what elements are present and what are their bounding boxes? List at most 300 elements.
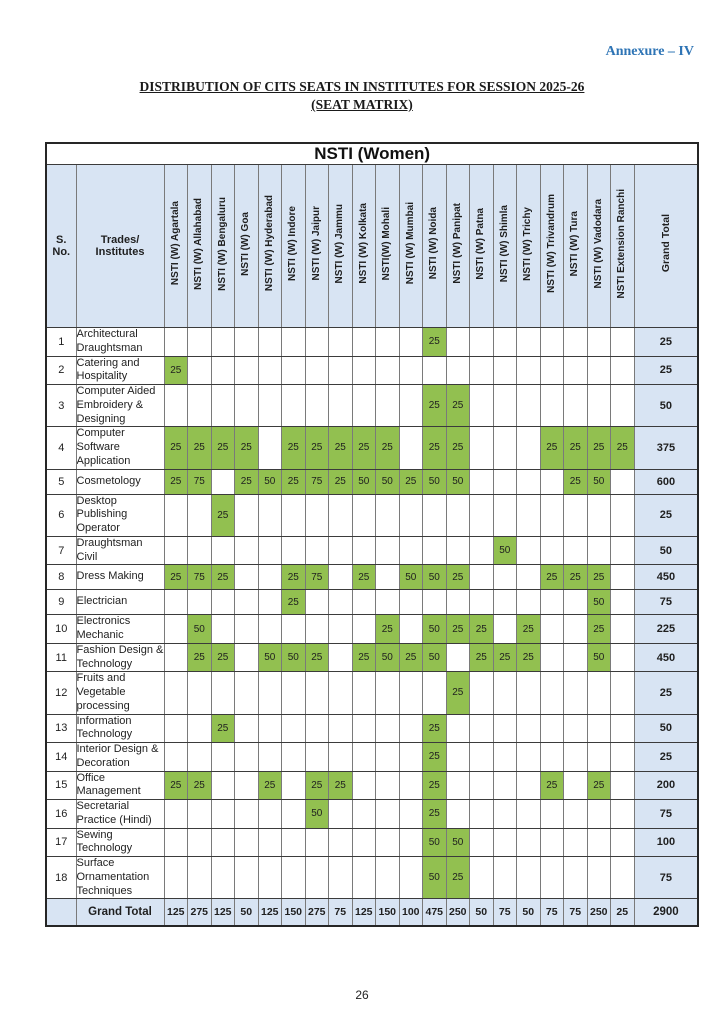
seat-cell	[258, 714, 282, 743]
seat-cell	[564, 328, 588, 357]
seat-cell: 25	[211, 427, 235, 469]
sno-cell: 18	[46, 857, 76, 899]
seat-cell	[258, 536, 282, 565]
seat-cell	[305, 714, 329, 743]
sno-cell: 1	[46, 328, 76, 357]
seat-cell	[540, 590, 564, 615]
seat-cell: 25	[423, 328, 447, 357]
seat-cell	[564, 672, 588, 714]
seat-cell	[540, 714, 564, 743]
seat-cell: 50	[258, 643, 282, 672]
seat-cell	[352, 536, 376, 565]
trade-name-cell: Computer Aided Embroidery & Designing	[76, 385, 164, 427]
seat-cell	[211, 771, 235, 800]
seat-cell	[493, 385, 517, 427]
row-total-cell: 25	[634, 743, 698, 772]
seat-cell: 25	[446, 857, 470, 899]
seat-cell	[164, 643, 188, 672]
seat-cell	[446, 771, 470, 800]
column-total-cell: 150	[282, 899, 306, 927]
table-row	[46, 356, 698, 385]
seat-cell	[258, 356, 282, 385]
seat-cell	[399, 590, 423, 615]
seat-cell	[211, 469, 235, 494]
row-total-cell: 25	[634, 672, 698, 714]
row-total-cell: 25	[634, 328, 698, 357]
seat-cell: 75	[188, 469, 212, 494]
seat-cell: 25	[164, 565, 188, 590]
sno-cell: 15	[46, 771, 76, 800]
seat-cell	[188, 356, 212, 385]
seat-cell: 25	[446, 672, 470, 714]
seat-cell: 25	[352, 643, 376, 672]
seat-cell: 50	[352, 469, 376, 494]
seat-cell	[493, 672, 517, 714]
seat-cell: 50	[423, 828, 447, 857]
institute-header-label: NSTI (W) Vadodara	[592, 198, 604, 289]
seat-cell	[235, 771, 259, 800]
seat-cell: 25	[517, 643, 541, 672]
seat-cell	[211, 800, 235, 829]
sno-cell: 3	[46, 385, 76, 427]
seat-cell	[258, 328, 282, 357]
seat-cell	[517, 385, 541, 427]
seat-cell	[611, 828, 635, 857]
seat-cell: 25	[399, 469, 423, 494]
seat-cell	[611, 643, 635, 672]
table-row	[46, 672, 698, 714]
seat-cell: 25	[446, 427, 470, 469]
table-row	[46, 590, 698, 615]
trade-name-cell: Surface Ornamentation Techniques	[76, 857, 164, 899]
seat-cell	[352, 771, 376, 800]
sno-cell: 7	[46, 536, 76, 565]
seat-cell	[517, 857, 541, 899]
seat-cell: 25	[470, 615, 494, 644]
sno-cell: 9	[46, 590, 76, 615]
seat-cell	[258, 427, 282, 469]
seat-cell	[329, 615, 353, 644]
seat-cell: 25	[211, 494, 235, 536]
seat-cell: 25	[164, 771, 188, 800]
seat-cell: 75	[188, 565, 212, 590]
seat-cell	[164, 494, 188, 536]
seat-cell	[611, 800, 635, 829]
seat-cell	[446, 536, 470, 565]
seat-cell	[540, 385, 564, 427]
seat-cell	[164, 672, 188, 714]
institute-header-label: NSTI (W) Noida	[428, 207, 440, 280]
seat-cell	[517, 427, 541, 469]
table-row	[46, 857, 698, 899]
seat-cell	[235, 494, 259, 536]
seat-cell	[611, 672, 635, 714]
seat-cell: 25	[540, 427, 564, 469]
column-total-cell: 275	[305, 899, 329, 927]
row-total-cell: 75	[634, 800, 698, 829]
seat-cell	[611, 565, 635, 590]
institute-header-label: NSTI (W) Kolkata	[357, 203, 369, 284]
institute-header	[517, 165, 541, 328]
trade-name-cell: Office Management	[76, 771, 164, 800]
column-total-cell: 125	[352, 899, 376, 927]
seat-cell	[305, 590, 329, 615]
trade-name-cell: Electronics Mechanic	[76, 615, 164, 644]
row-total-cell: 600	[634, 469, 698, 494]
seat-cell	[329, 385, 353, 427]
row-total-cell: 450	[634, 643, 698, 672]
seat-cell	[399, 536, 423, 565]
seat-cell	[258, 857, 282, 899]
seat-cell: 25	[611, 427, 635, 469]
trade-name-cell: Desktop Publishing Operator	[76, 494, 164, 536]
row-total-cell: 75	[634, 857, 698, 899]
sno-cell: 17	[46, 828, 76, 857]
column-total-cell: 25	[611, 899, 635, 927]
seat-cell	[211, 328, 235, 357]
seat-cell	[493, 427, 517, 469]
institute-header	[493, 165, 517, 328]
seat-cell: 50	[587, 469, 611, 494]
institute-header-label: NSTI Extension Ranchi	[616, 188, 628, 299]
column-total-cell: 50	[517, 899, 541, 927]
seat-cell	[329, 328, 353, 357]
institute-header	[470, 165, 494, 328]
seat-cell	[164, 590, 188, 615]
sno-cell: 12	[46, 672, 76, 714]
seat-cell	[376, 536, 400, 565]
table-row	[46, 714, 698, 743]
grand-total-header	[634, 165, 698, 328]
sno-cell: 6	[46, 494, 76, 536]
seat-cell	[164, 743, 188, 772]
seat-cell: 25	[258, 771, 282, 800]
seat-cell: 25	[211, 643, 235, 672]
seat-cell	[493, 615, 517, 644]
seat-cell	[587, 857, 611, 899]
column-total-cell: 125	[164, 899, 188, 927]
institute-header	[329, 165, 353, 328]
seat-cell	[258, 828, 282, 857]
seat-cell	[235, 743, 259, 772]
seat-cell	[470, 590, 494, 615]
seat-cell	[611, 385, 635, 427]
seat-cell	[564, 590, 588, 615]
seat-cell	[446, 643, 470, 672]
seat-cell: 25	[329, 469, 353, 494]
seat-cell	[611, 615, 635, 644]
trade-name-cell: Fashion Design & Technology	[76, 643, 164, 672]
seat-cell	[329, 494, 353, 536]
seat-cell	[470, 494, 494, 536]
column-total-cell: 250	[587, 899, 611, 927]
trade-name-cell: Dress Making	[76, 565, 164, 590]
seat-cell	[305, 494, 329, 536]
seat-cell	[305, 536, 329, 565]
seat-cell	[540, 800, 564, 829]
seat-cell	[493, 328, 517, 357]
seat-cell	[329, 857, 353, 899]
seat-cell	[211, 536, 235, 565]
institute-header-label: NSTI (W) Indore	[287, 206, 299, 281]
trade-name-cell: Sewing Technology	[76, 828, 164, 857]
row-total-cell: 50	[634, 714, 698, 743]
seat-cell	[282, 857, 306, 899]
seat-cell	[282, 328, 306, 357]
institute-header	[540, 165, 564, 328]
seat-cell: 25	[423, 743, 447, 772]
seat-cell	[540, 536, 564, 565]
table-row	[46, 828, 698, 857]
banner-row	[46, 143, 698, 165]
seat-cell: 25	[564, 469, 588, 494]
seat-cell	[211, 828, 235, 857]
table-row	[46, 536, 698, 565]
seat-cell	[352, 800, 376, 829]
seat-cell	[305, 385, 329, 427]
seat-cell	[587, 536, 611, 565]
seat-cell	[235, 643, 259, 672]
seat-cell	[352, 494, 376, 536]
seat-cell	[587, 672, 611, 714]
seat-cell	[282, 672, 306, 714]
seat-cell	[329, 565, 353, 590]
trade-name-cell: Architectural Draughtsman	[76, 328, 164, 357]
seat-cell	[352, 672, 376, 714]
seat-cell	[446, 356, 470, 385]
seat-cell	[611, 743, 635, 772]
seat-cell	[329, 643, 353, 672]
seat-cell	[258, 385, 282, 427]
seat-cell	[352, 857, 376, 899]
seat-cell	[282, 536, 306, 565]
seat-cell	[352, 743, 376, 772]
seat-cell	[164, 328, 188, 357]
institute-header	[564, 165, 588, 328]
seat-cell	[211, 857, 235, 899]
trades-header: Trades/ Institutes	[76, 165, 164, 328]
institute-header-label: NSTI (W) Allahabad	[193, 197, 205, 290]
seat-cell	[399, 672, 423, 714]
column-total-cell: 75	[564, 899, 588, 927]
seat-cell	[587, 743, 611, 772]
seat-cell	[258, 615, 282, 644]
seat-cell	[399, 328, 423, 357]
seat-cell	[235, 328, 259, 357]
title-line-2: (SEAT MATRIX)	[311, 97, 413, 113]
grand-total-empty-sno-cell	[46, 899, 76, 927]
sno-cell: 5	[46, 469, 76, 494]
seat-cell: 25	[188, 643, 212, 672]
seat-cell	[493, 771, 517, 800]
seat-cell	[446, 494, 470, 536]
seat-cell	[470, 536, 494, 565]
institute-header-label: NSTI (W) Mumbai	[404, 202, 416, 285]
seat-cell	[399, 800, 423, 829]
seat-cell	[376, 385, 400, 427]
seat-cell	[517, 800, 541, 829]
institute-header-label: NSTI (W) Hyderabad	[263, 195, 275, 292]
column-total-cell: 100	[399, 899, 423, 927]
row-total-cell: 225	[634, 615, 698, 644]
seat-cell: 25	[235, 427, 259, 469]
seat-cell	[211, 590, 235, 615]
trade-name-cell: Secretarial Practice (Hindi)	[76, 800, 164, 829]
seat-cell: 25	[587, 615, 611, 644]
seat-cell	[493, 494, 517, 536]
seat-cell	[235, 536, 259, 565]
seat-cell	[164, 536, 188, 565]
institute-header	[352, 165, 376, 328]
row-total-cell: 375	[634, 427, 698, 469]
sno-cell: 10	[46, 615, 76, 644]
seat-cell: 25	[470, 643, 494, 672]
seat-cell	[352, 385, 376, 427]
institute-header-label: NSTI (W) Agartala	[169, 201, 181, 286]
grand-total-label: Grand Total	[76, 899, 164, 927]
seat-cell: 25	[446, 565, 470, 590]
institute-header-label: NSTI (W) Tura	[569, 210, 581, 277]
seat-cell	[564, 536, 588, 565]
seat-cell	[587, 385, 611, 427]
seat-cell	[282, 743, 306, 772]
seat-cell	[517, 771, 541, 800]
row-total-cell: 25	[634, 494, 698, 536]
institute-header	[211, 165, 235, 328]
institute-header-label: NSTI (W) Jaipur	[310, 206, 322, 281]
seat-cell	[164, 800, 188, 829]
table-row	[46, 328, 698, 357]
seat-cell	[540, 356, 564, 385]
seat-cell	[305, 672, 329, 714]
seat-cell	[235, 800, 259, 829]
seat-cell	[517, 565, 541, 590]
seat-cell	[352, 356, 376, 385]
page-number: 26	[355, 988, 369, 1002]
seat-cell	[235, 672, 259, 714]
seat-cell	[399, 828, 423, 857]
seat-cell	[376, 857, 400, 899]
seat-cell	[235, 565, 259, 590]
institute-header	[235, 165, 259, 328]
seat-cell	[540, 857, 564, 899]
seat-cell: 25	[211, 565, 235, 590]
seat-cell: 25	[305, 771, 329, 800]
seat-cell	[282, 714, 306, 743]
seat-cell	[235, 857, 259, 899]
seat-cell: 25	[329, 427, 353, 469]
seat-cell: 25	[399, 643, 423, 672]
seat-cell	[399, 714, 423, 743]
seat-cell: 75	[305, 469, 329, 494]
seat-cell	[493, 590, 517, 615]
seat-cell	[329, 743, 353, 772]
seat-cell: 25	[423, 714, 447, 743]
table-banner: NSTI (Women)	[46, 143, 698, 165]
seat-cell: 25	[564, 427, 588, 469]
column-total-cell: 475	[423, 899, 447, 927]
seat-cell	[376, 828, 400, 857]
table-row	[46, 494, 698, 536]
seat-cell	[399, 427, 423, 469]
seat-cell: 50	[423, 469, 447, 494]
seat-cell	[258, 672, 282, 714]
seat-cell: 25	[423, 427, 447, 469]
sno-cell: 4	[46, 427, 76, 469]
seat-cell: 25	[587, 771, 611, 800]
seat-cell	[258, 565, 282, 590]
seat-cell	[470, 743, 494, 772]
seat-cell	[470, 800, 494, 829]
table-row	[46, 615, 698, 644]
seat-cell	[587, 494, 611, 536]
table-row	[46, 643, 698, 672]
seat-cell	[493, 857, 517, 899]
column-total-cell: 75	[329, 899, 353, 927]
seat-cell	[493, 714, 517, 743]
column-total-cell: 125	[258, 899, 282, 927]
seat-cell: 50	[493, 536, 517, 565]
seat-cell	[211, 615, 235, 644]
institute-header	[164, 165, 188, 328]
seat-cell	[376, 743, 400, 772]
seat-cell: 25	[517, 615, 541, 644]
seat-cell: 50	[399, 565, 423, 590]
seat-cell	[470, 328, 494, 357]
seat-cell	[470, 672, 494, 714]
institute-header	[446, 165, 470, 328]
seat-cell	[564, 356, 588, 385]
seat-cell	[399, 857, 423, 899]
seat-cell	[376, 771, 400, 800]
seat-cell: 50	[188, 615, 212, 644]
seat-cell: 50	[305, 800, 329, 829]
trade-name-cell: Draughtsman Civil	[76, 536, 164, 565]
row-total-cell: 100	[634, 828, 698, 857]
table-row	[46, 385, 698, 427]
seat-cell: 25	[282, 565, 306, 590]
seat-cell	[305, 615, 329, 644]
seat-cell	[376, 328, 400, 357]
seat-cell	[540, 643, 564, 672]
seat-cell	[329, 536, 353, 565]
table-row	[46, 800, 698, 829]
sno-cell: 16	[46, 800, 76, 829]
grand-total-row	[46, 899, 698, 927]
seat-cell	[282, 615, 306, 644]
seat-cell: 25	[282, 469, 306, 494]
seat-cell	[517, 714, 541, 743]
seat-cell	[587, 714, 611, 743]
seat-cell: 25	[188, 427, 212, 469]
institute-header	[611, 165, 635, 328]
seat-cell: 25	[164, 427, 188, 469]
seat-cell: 25	[235, 469, 259, 494]
seat-cell	[305, 743, 329, 772]
seat-cell	[211, 385, 235, 427]
seat-cell	[329, 672, 353, 714]
seat-cell	[211, 743, 235, 772]
seat-cell	[399, 356, 423, 385]
seat-cell	[470, 565, 494, 590]
column-total-cell: 125	[211, 899, 235, 927]
seat-cell: 50	[587, 590, 611, 615]
column-total-cell: 150	[376, 899, 400, 927]
seat-cell: 50	[282, 643, 306, 672]
seat-cell	[235, 615, 259, 644]
institute-header-label: NSTI(W) Mohali	[381, 206, 393, 281]
seat-cell: 25	[211, 714, 235, 743]
